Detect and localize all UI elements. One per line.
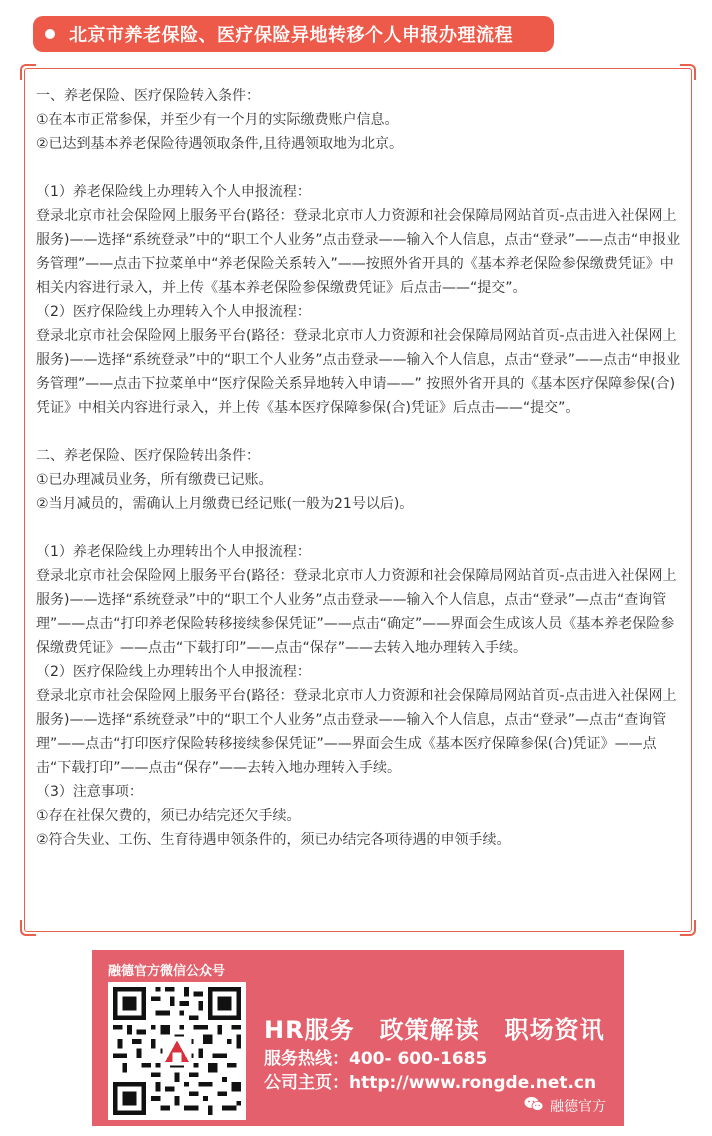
wechat-tag-label: 融德官方 <box>550 1099 606 1115</box>
pension-out-steps: 登录北京市社会保险网上服务平台(路径：登录北京市人力资源和社会保障局网站首页-点击进入社保网上服务)——选择“系统登录”中的“职工个人业务”点击登录——输入个人信息，点击“登录”—点击“查询管理”——点击“打印养老保险转移接续参保凭证”——点击“确定”——界面会生成该人员《基本养老保险参保缴费凭证》——点击“下载打印”——点击“保存”——去转入地办理转入手续。 <box>36 568 677 656</box>
medical-in-steps: 登录北京市社会保险网上服务平台(路径：登录北京市人力资源和社会保障局网站首页-点击进入社保网上服务)——选择“系统登录”中的“职工个人业务”点击登录——输入个人信息，点击“登录”——点击“申报业务管理”——点击下拉菜单中“医疗保险关系异地转入申请——” 按照外省开具的《基本医疗保障参保(合)凭证》中相关内容进行录入，并上传《基本医疗保障参保(合)凭证》后点击——“提交”。 <box>36 328 681 416</box>
frame-corner-top-right <box>680 64 696 80</box>
transfer-in-condition-2: ②已达到基本养老保险待遇领取条件,且待遇领取地为北京。 <box>36 136 403 152</box>
pension-in-heading: （1）养老保险线上办理转入个人申报流程： <box>36 184 311 200</box>
page-title: 北京市养老保险、医疗保险异地转移个人申报办理流程 <box>69 25 513 46</box>
wechat-official-tag <box>524 1096 606 1116</box>
content-frame <box>20 64 696 936</box>
transfer-out-heading: 二、养老保险、医疗保险转出条件： <box>36 448 260 464</box>
pension-in-steps: 登录北京市社会保险网上服务平台(路径：登录北京市人力资源和社会保障局网站首页-点击进入社保网上服务)——选择“系统登录”中的“职工个人业务”点击登录——输入个人信息，点击“登录”——点击“申报业务管理”——点击下拉菜单中“养老保险关系转入”——按照外省开具的《基本养老保险参保缴费凭证》中相关内容进行录入，并上传《基本养老保险参保缴费凭证》后点击——“提交”。 <box>36 208 681 296</box>
transfer-in-heading: 一、养老保险、医疗保险转入条件： <box>36 88 260 104</box>
spacer <box>36 156 686 180</box>
pension-out-heading: （1）养老保险线上办理转出个人申报流程： <box>36 544 311 560</box>
service-hotline: 服务热线：400- 600-1685 <box>264 1049 488 1069</box>
notes-heading: （3）注意事项： <box>36 784 143 800</box>
wechat-account-label: 融德官方微信公众号 <box>108 964 226 979</box>
frame-corner-top-left <box>20 64 36 80</box>
medical-out-steps: 登录北京市社会保险网上服务平台(路径：登录北京市人力资源和社会保障局网站首页-点击进入社保网上服务)——选择“系统登录”中的“职工个人业务”点击登录——输入个人信息，点击“登录”—点击“查询管理”——点击“打印医疗保险转移接续参保凭证”——界面会生成《基本医疗保障参保(合)凭证》——点击“下载打印”——点击“保存”——去转入地办理转入手续。 <box>36 688 677 776</box>
frame-corner-bottom-left <box>20 920 36 936</box>
company-homepage[interactable]: 公司主页：http://www.rongde.net.cn <box>264 1073 597 1093</box>
medical-out-heading: （2）医疗保险线上办理转出个人申报流程： <box>36 664 311 680</box>
spacer <box>36 516 686 540</box>
bullet-dot-icon <box>45 29 55 39</box>
frame-corner-bottom-right <box>680 920 696 936</box>
spacer <box>36 420 686 444</box>
title-banner <box>33 16 554 52</box>
transfer-out-condition-2: ②当月减员的，需确认上月缴费已经记账(一般为21号以后)。 <box>36 496 414 512</box>
qr-code-icon[interactable] <box>108 982 246 1120</box>
note-2: ②符合失业、工伤、生育待遇申领条件的，须已办结完各项待遇的申领手续。 <box>36 832 511 848</box>
footer-banner <box>92 950 624 1126</box>
medical-in-heading: （2）医疗保险线上办理转入个人申报流程： <box>36 304 311 320</box>
transfer-in-condition-1: ①在本市正常参保，并至少有一个月的实际缴费账户信息。 <box>36 112 399 128</box>
wechat-icon <box>524 1096 544 1116</box>
note-1: ①存在社保欠费的，须已办结完还欠手续。 <box>36 808 301 824</box>
article-body <box>36 84 686 852</box>
slogan: HR服务 政策解读 职场资讯 <box>264 1016 605 1044</box>
transfer-out-condition-1: ①已办理减员业务，所有缴费已记账。 <box>36 472 273 488</box>
